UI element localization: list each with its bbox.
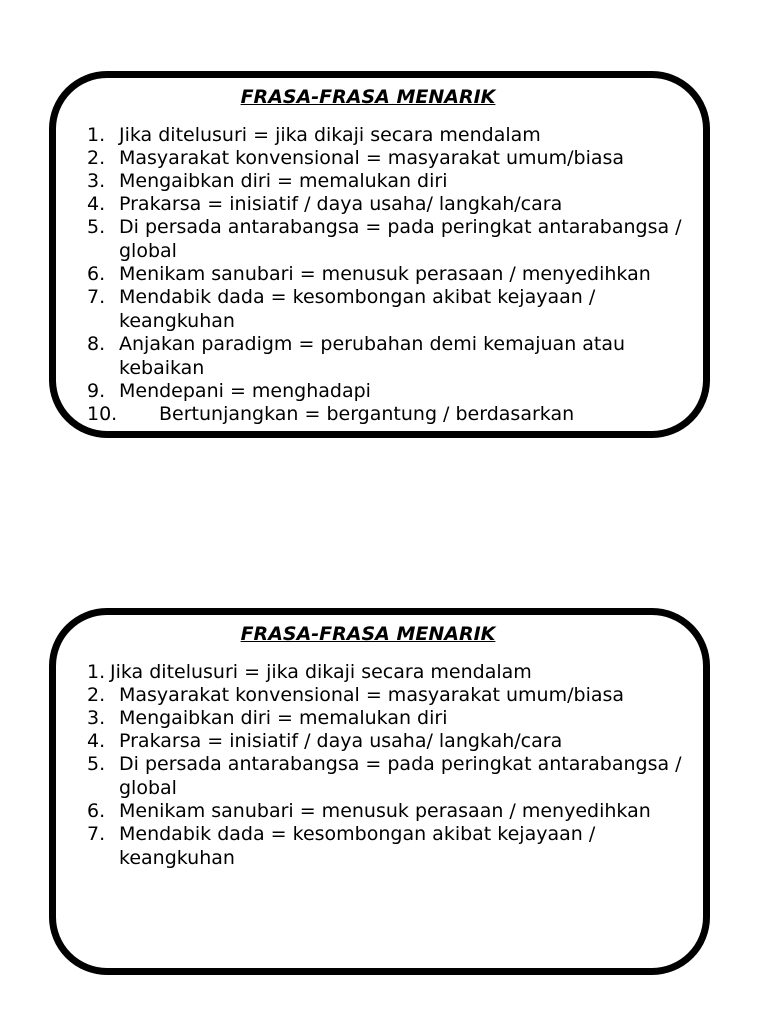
item-number: 1.: [87, 124, 106, 146]
item-number: 7.: [87, 823, 106, 845]
item-text: Di persada antarabangsa = pada peringkat antarabangsa / global: [119, 753, 682, 799]
item-text: Mendabik dada = kesombongan akibat kejayaan / keangkuhan: [119, 286, 596, 332]
item-number: 1.: [87, 661, 106, 683]
item-text: Masyarakat konvensional = masyarakat umum/biasa: [119, 684, 625, 706]
item-text: Menikam sanubari = menusuk perasaan / menyedihkan: [119, 800, 651, 822]
item-number: 7.: [87, 286, 106, 308]
list-item: [87, 729, 687, 753]
item-number: 9.: [87, 380, 106, 402]
item-number: 4.: [87, 730, 106, 752]
item-text: Jika ditelusuri = jika dikaji secara mendalam: [119, 124, 541, 146]
item-text: Mendabik dada = kesombongan akibat kejayaan / keangkuhan: [119, 823, 596, 869]
item-number: 2.: [87, 684, 106, 706]
item-text: Menikam sanubari = menusuk perasaan / menyedihkan: [119, 263, 651, 285]
item-text: Prakarsa = inisiatif / daya usaha/ langkah/cara: [119, 193, 563, 215]
item-text: Anjakan paradigm = perubahan demi kemajuan atau kebaikan: [119, 333, 626, 379]
item-number: 6.: [87, 263, 106, 285]
list-item: [87, 379, 687, 403]
item-text: Mendepani = menghadapi: [119, 380, 371, 402]
item-text: Mengaibkan diri = memalukan diri: [119, 170, 448, 192]
item-text: Prakarsa = inisiatif / daya usaha/ langkah/cara: [119, 730, 563, 752]
phrase-list: [87, 123, 687, 425]
item-number: 5.: [87, 753, 106, 775]
phrase-list: [87, 660, 687, 869]
list-item: [87, 799, 687, 823]
item-number: 5.: [87, 216, 106, 238]
item-text: Bertunjangkan = bergantung / berdasarkan: [159, 403, 575, 425]
list-item: [87, 215, 687, 263]
item-number: 6.: [87, 800, 106, 822]
list-item: [87, 146, 687, 170]
list-item: [87, 123, 687, 147]
card-title: FRASA-FRASA MENARIK: [240, 86, 496, 108]
card-title: FRASA-FRASA MENARIK: [240, 623, 496, 645]
list-item: [87, 285, 687, 333]
list-item: [87, 402, 687, 426]
item-number: 2.: [87, 147, 106, 169]
list-item: [87, 706, 687, 730]
item-text: Di persada antarabangsa = pada peringkat antarabangsa / global: [119, 216, 682, 262]
item-text: Jika ditelusuri = jika dikaji secara mendalam: [110, 661, 532, 683]
item-number: 4.: [87, 193, 106, 215]
list-item: [87, 683, 687, 707]
list-item: [87, 192, 687, 216]
list-item: [87, 332, 687, 380]
item-number: 3.: [87, 707, 106, 729]
item-number: 8.: [87, 333, 106, 355]
item-text: Masyarakat konvensional = masyarakat umum/biasa: [119, 147, 625, 169]
list-item: [87, 262, 687, 286]
item-number: 10.: [87, 403, 118, 425]
list-item: [87, 752, 687, 800]
item-text: Mengaibkan diri = memalukan diri: [119, 707, 448, 729]
list-item: [87, 660, 687, 684]
list-item: [87, 169, 687, 193]
list-item: [87, 822, 687, 870]
item-number: 3.: [87, 170, 106, 192]
